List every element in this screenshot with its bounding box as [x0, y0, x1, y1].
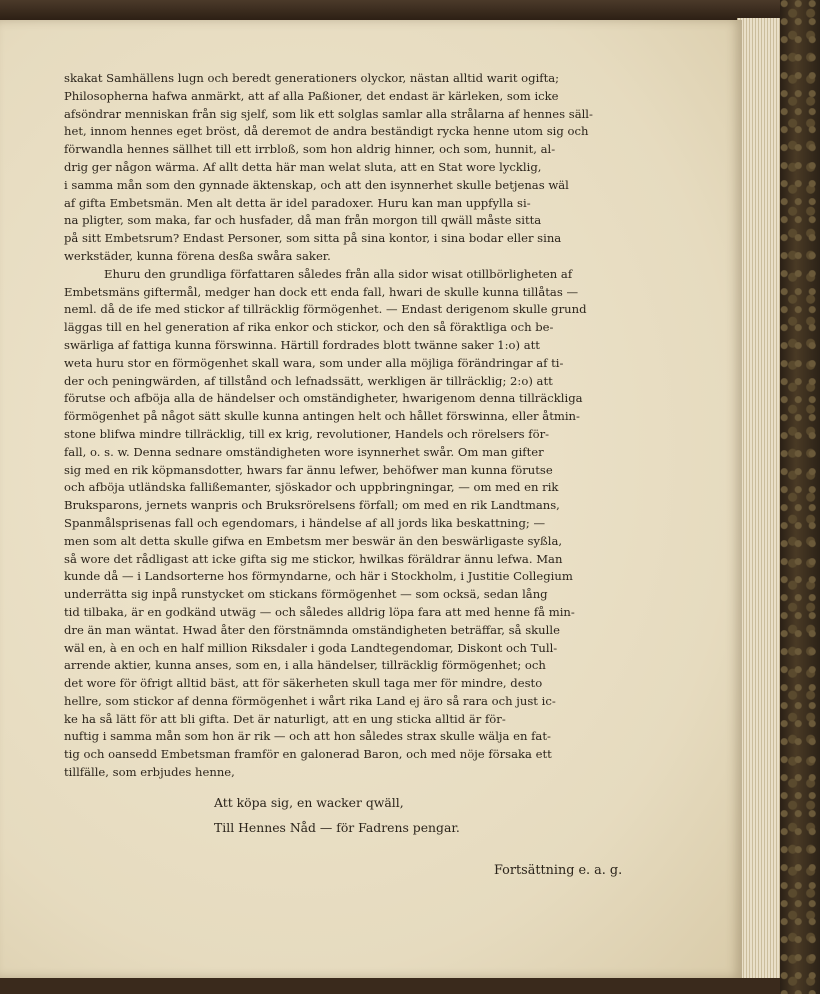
- text-line: underrätta sig inpå runstycket om stickans förmögenhet — som ocksä, sedan lång: [64, 587, 548, 602]
- continuation-note: Fortsättning e. a. g.: [494, 863, 623, 878]
- text-line: men som alt detta skulle gifwa en Embetsm mer beswär än den beswärligaste syßla,: [64, 533, 563, 548]
- text-line: skakat Samhällens lugn och beredt generationers olyckor, nästan alltid warit ogifta;: [64, 71, 560, 85]
- text-line: förmögenhet på något sätt skulle kunna antingen helt och hållet förswinna, eller åtmin-: [64, 409, 580, 424]
- text-line: Bruksparons, jernets wanpris och Bruksrörelsens förfall; om med en rik Landtmans,: [64, 498, 560, 513]
- text-line: werkstäder, kunna förena desßa swåra saker.: [64, 248, 331, 263]
- text-line: na pligter, som maka, far och husfader, då man från morgon till qwäll måste sitta: [64, 213, 542, 228]
- text-line: så wore det rådligast att icke gifta sig me stickor, hwilkas föräldrar ännu lefwa. Man: [64, 551, 563, 566]
- text-line: på sitt Embetsrum? Endast Personer, som sitta på sina kontor, i sina bodar eller sina: [64, 231, 562, 246]
- verse-line: Till Hennes Nåd — för Fadrens pengar.: [214, 820, 460, 835]
- text-line: der och peningwärden, af tillstånd och lefnadssätt, werkligen är tillräcklig; 2:o) att: [64, 373, 553, 388]
- text-line: fall, o. s. w. Denna sednare omständigheten wore isynnerhet swår. Om man gifter: [64, 444, 544, 459]
- text-line: swärliga af fattiga kunna förswinna. Härtill fordrades blott twänne saker 1:o) att: [64, 337, 540, 352]
- text-line: stone blifwa mindre tillräcklig, till ex krig, revolutioner, Handels och rörelsers för-: [64, 426, 550, 441]
- text-line: het, innom hennes eget bröst, då deremot de andra beständigt rycka henne utom sig och: [64, 124, 589, 139]
- verse: [214, 790, 460, 840]
- page-edges: [737, 18, 780, 978]
- text-line: dre än man wäntat. Hwad åter den förstnämnda omständigheten beträffar, så skulle: [64, 622, 560, 637]
- text-line: tid tilbaka, är en godkänd utwäg — och således alldrig löpa fara att med henne få min-: [64, 604, 575, 619]
- text-line: det wore för öfrigt alltid bäst, att för säkerheten skull taga mer för mindre, desto: [64, 676, 543, 691]
- text-line: wäl en, à en och en half million Riksdaler i goda Landtegendomar, Diskont och Tull-: [64, 640, 558, 655]
- text-line: Ehuru den grundliga författaren således från alla sidor wisat otillbörligheten af: [104, 266, 573, 281]
- text-line: Philosopherna hafwa anmärkt, att af alla Paßioner, det endast är kärleken, som icke: [64, 88, 559, 103]
- text-line: afsöndrar menniskan från sig sjelf, som lik ett solglas samlar alla strålarna af hennes säll-: [64, 106, 593, 121]
- text-line: tillfälle, som erbjudes henne,: [64, 765, 235, 780]
- text-line: weta huru stor en förmögenhet skall wara, som under alla möjliga förändringar af ti-: [64, 355, 564, 370]
- book-page: [0, 20, 742, 978]
- text-line: kunde då — i Landsorterne hos förmyndarne, och här i Stockholm, i Justitie Collegium: [64, 569, 573, 584]
- text-line: drig ger någon wärma. Af allt detta här man welat sluta, att en Stat wore lycklig,: [64, 159, 542, 174]
- text-line: i samma mån som den gynnade äktenskap, och att den isynnerhet skulle betjenas wäl: [64, 177, 569, 192]
- paragraph-2: [64, 266, 688, 782]
- body-text: [64, 70, 688, 782]
- text-line: af gifta Embetsmän. Men alt detta är idel paradoxer. Huru kan man uppfylla si-: [64, 195, 531, 210]
- text-line: sig med en rik köpmansdotter, hwars far ännu lefwer, behöfwer man kunna förutse: [64, 462, 553, 477]
- text-line: Embetsmäns giftermål, medger han dock ett enda fall, hwari de skulle kunna tillåtas —: [64, 284, 579, 299]
- verse-line: Att köpa sig, en wacker qwäll,: [214, 795, 404, 810]
- text-line: tig och oansedd Embetsman framför en galonerad Baron, och med nöje försaka ett: [64, 747, 552, 762]
- book-cover-spine: [780, 0, 820, 994]
- text-line: förwandla hennes sällhet till ett irrbloß, som hon aldrig hinner, och som, hunnit, al-: [64, 142, 556, 157]
- text-line: läggas till en hel generation af rika enkor och stickor, och den så föraktliga och be-: [64, 320, 554, 335]
- text-line: hellre, som stickor af denna förmögenhet i wårt rika Land ej äro så rara och just ic-: [64, 693, 556, 708]
- text-line: arrende aktier, kunna anses, som en, i alla händelser, tillräcklig förmögenhet; och: [64, 658, 546, 673]
- paragraph-1: [64, 70, 688, 266]
- text-line: neml. då de ife med stickor af tillräcklig förmögenhet. — Endast derigenom skulle grund: [64, 302, 587, 317]
- text-line: Spanmålsprisenas fall och egendomars, i händelse af all jords lika beskattning; —: [64, 515, 546, 530]
- text-line: förutse och afböja alla de händelser och omständigheter, hwarigenom denna tillräckliga: [64, 391, 583, 406]
- book-cover-top: [0, 0, 820, 22]
- text-line: nuftig i samma mån som hon är rik — och att hon således strax skulle wälja en fat-: [64, 729, 551, 744]
- text-line: ke ha så lätt för att bli gifta. Det är naturligt, att en ung sticka alltid är för-: [64, 711, 506, 726]
- text-line: och afböja utländska fallißemanter, sjöskador och uppbringningar, — om med en rik: [64, 480, 559, 495]
